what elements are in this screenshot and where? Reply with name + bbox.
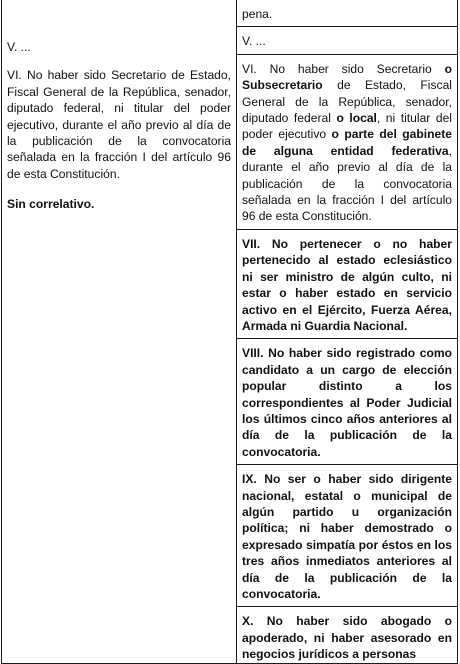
right-fraction-x: X. No haber sido abogado o apoderado, ni haber asesorado en negocios jurídicos a personas: [242, 614, 452, 662]
left-column-cell: [2, 0, 237, 663]
right-fraction-vi-bold-3: o parte del gabinete de alguna entidad federativa: [242, 127, 452, 158]
right-fraction-vi-text-2: de Estado, Fiscal General de la República, senador, diputado federal: [242, 78, 452, 126]
right-fraction-vi-text-3: , ni titular del poder ejecutivo: [242, 111, 452, 142]
comparison-table: [1, 0, 458, 664]
right-fraction-v: V. ...: [242, 34, 266, 49]
cell-divider: [237, 338, 457, 339]
right-fraction-viii: VIII. No haber sido registrado como candidato a un cargo de elección popular distinto a los correspondientes al Poder Judicial los últimos cinco años anteriores al día de la publicación de la convocatoria.: [242, 346, 452, 459]
right-fraction-vi: [242, 61, 452, 225]
right-fraction-ix: IX. No ser o haber sido dirigente nacional, estatal o municipal de algún partido u organización política; ni haber demostrado o expresado simpatía por éstos en los tres años inmediatos anteriores al día de la publicación de la convocatoria.: [242, 472, 452, 601]
right-pena-fragment: pena.: [242, 7, 273, 21]
table-row: [2, 0, 458, 663]
cell-divider: [237, 606, 457, 607]
left-fraction-v: V. ...: [7, 40, 31, 54]
right-fraction-vi-bold-2: o local: [336, 111, 377, 126]
left-fraction-vi: VI. No haber sido Secretario de Estado, Fiscal General de la República, senador, diputado federal, ni titular del poder ejecutivo, durante el año previo al día de la publicación de la convocatoria señalada en la fracción I del artículo 96 de esta Constitución.: [7, 68, 231, 181]
right-fraction-vi-text-4: , durante el año previo al día de la publicación de la convocatoria señalada en la fracción I del artículo 96 de esta Constitución.: [242, 143, 452, 224]
right-fraction-vii: VII. No pertenecer o no haber pertenecido al estado eclesiástico ni ser ministro de algún culto, ni estar o haber estado en servicio activo en el Ejército, Fuerza Aérea, Armada ni Guardia Nacional.: [242, 236, 452, 333]
cell-divider: [237, 54, 457, 55]
right-fraction-vi-bold-1: o Subsecretario: [242, 61, 452, 93]
cell-divider: [237, 464, 457, 465]
cell-divider: [237, 229, 457, 230]
cell-divider: [237, 26, 457, 27]
right-column-cell: [237, 0, 458, 663]
left-sin-correlativo: Sin correlativo.: [7, 197, 95, 212]
right-fraction-vi-text-1: VI. No haber sido Secretario: [242, 61, 445, 76]
